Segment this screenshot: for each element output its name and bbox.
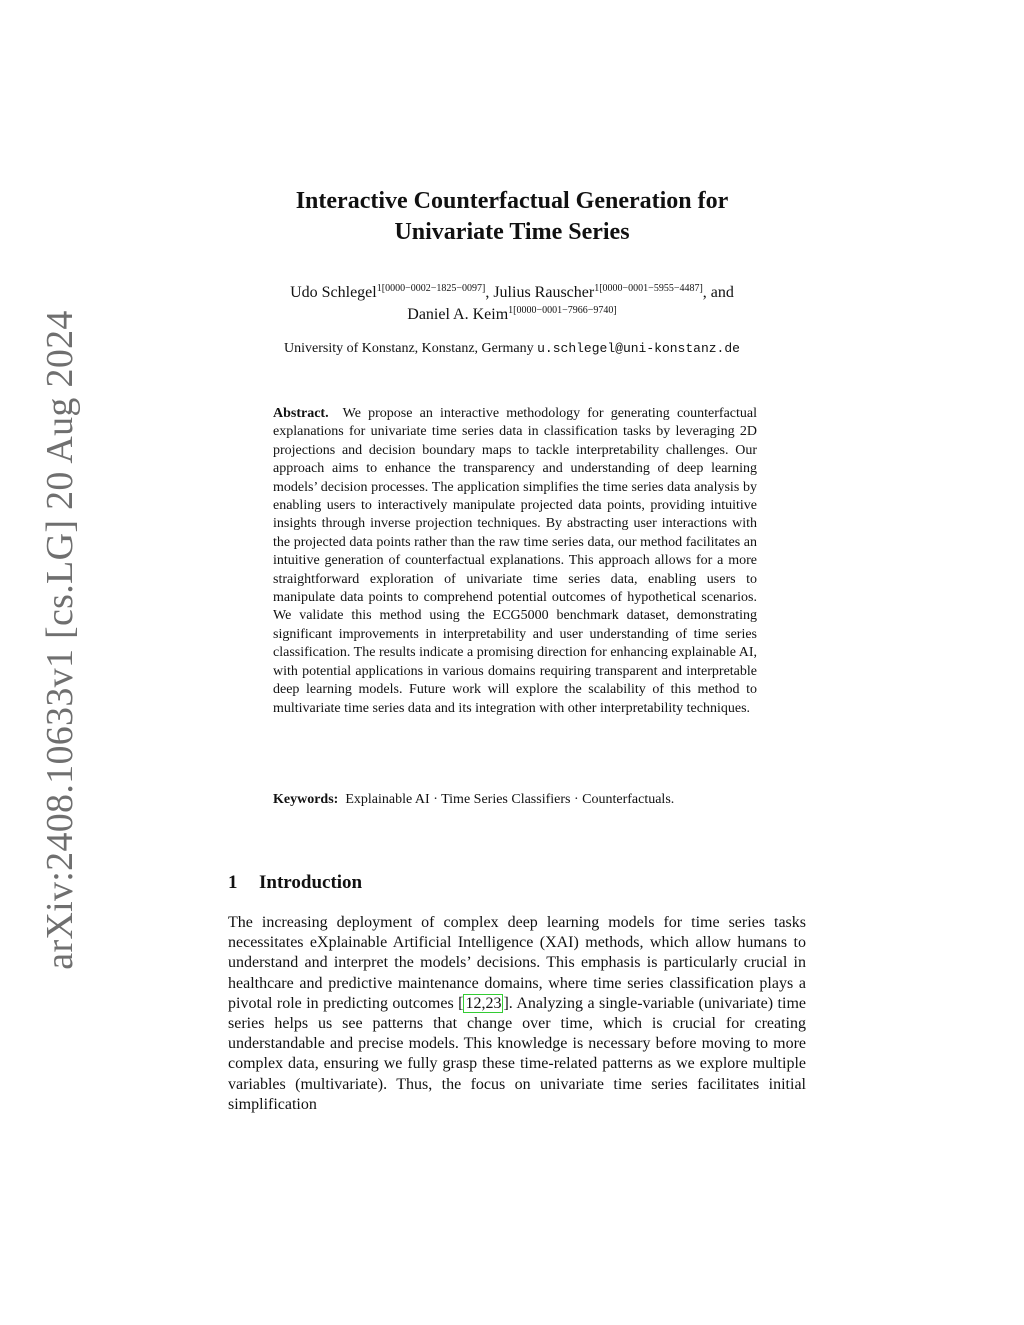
abstract (273, 405, 757, 718)
author-orcid: 1[0000−0001−5955−4487] (594, 283, 703, 294)
abstract-label: Abstract. (273, 406, 329, 421)
citation-link[interactable] (463, 994, 503, 1013)
intro-text-continued: ]. Analyzing a single-variable (univariate) time series helps us see patterns that change over time, which is crucial for creating understandable and precise models. This knowledge is necessary before moving to more complex data, ensuring we fully grasp these time-related patterns as we explore multiple variables (multivariate). Thus, the focus on univariate time series facilitates initial simplification (228, 994, 806, 1113)
abstract-text: We propose an interactive methodology for generating counterfactual explanations for univariate time series data in classification tasks by leveraging 2D projections and decision boundary maps to tackle interpretability challenges. Our approach aims to enhance the transparency and understanding of deep learning models’ decision processes. The application simplifies the time series data analysis by enabling users to interactively manipulate projected data points, providing intuitive insights through inverse projection techniques. By abstracting user interactions with the projected data points rather than the raw time series data, our method facilitates an intuitive generation of counterfactual explanations. This approach allows for a more straightforward exploration of univariate time series data, enabling users to manipulate data points to comprehend potential outcomes of hypothetical scenarios. We validate this method using the ECG5000 benchmark dataset, demonstrating significant improvements in interpretability and user understanding of time series classification. The results indicate a promising direction for enhancing explainable AI, with potential applications in various domains requiring transparent and interpretable deep learning models. Future work will explore the scalability of this method to multivariate time series data and its integration with other interpretability techniques. (273, 406, 758, 716)
paper-title (0, 186, 1024, 248)
author-separator: , (485, 284, 494, 301)
section-title: Introduction (259, 872, 363, 893)
affiliation: University of Konstanz, Konstanz, Germany (284, 341, 534, 356)
arxiv-identifier-stamp: arXiv:2408.10633v1 [cs.LG] 20 Aug 2024 (39, 310, 81, 970)
section-number: 1 (228, 872, 238, 893)
author-orcid: 1[0000−0001−7966−9740] (508, 305, 617, 316)
email-link[interactable]: u.schlegel@uni-konstanz.de (537, 341, 740, 356)
citation-separator: , (481, 994, 486, 1012)
citation-ref: 12 (465, 994, 482, 1012)
affiliation-line (0, 340, 1024, 358)
keywords-label: Keywords: (273, 792, 339, 807)
introduction-paragraph (228, 913, 806, 1115)
title-line-1: Interactive Counterfactual Generation for (295, 188, 729, 214)
section-heading (228, 871, 362, 895)
title-line-2: Univariate Time Series (394, 219, 630, 245)
intro-text: The increasing deployment of complex deep learning models for time series tasks necessitates eXplainable Artificial Intelligence (XAI) methods, which allow humans to understand and interpret the models’ decisions. This emphasis is particularly crucial in healthcare and predictive maintenance domains, where time series classification plays a pivotal role in predicting outcomes [ (228, 914, 806, 1012)
author-name: Julius Rauscher (493, 284, 595, 301)
keywords-text: Explainable AI · Time Series Classifiers · Counterfactuals. (345, 792, 675, 807)
author-name: Daniel A. Keim (407, 306, 509, 323)
author-name: Udo Schlegel (290, 284, 377, 301)
citation-ref: 23 (485, 994, 502, 1012)
author-orcid: 1[0000−0002−1825−0097] (376, 283, 486, 294)
author-list (180, 282, 844, 326)
keywords (273, 791, 773, 809)
author-separator: , and (702, 284, 734, 301)
